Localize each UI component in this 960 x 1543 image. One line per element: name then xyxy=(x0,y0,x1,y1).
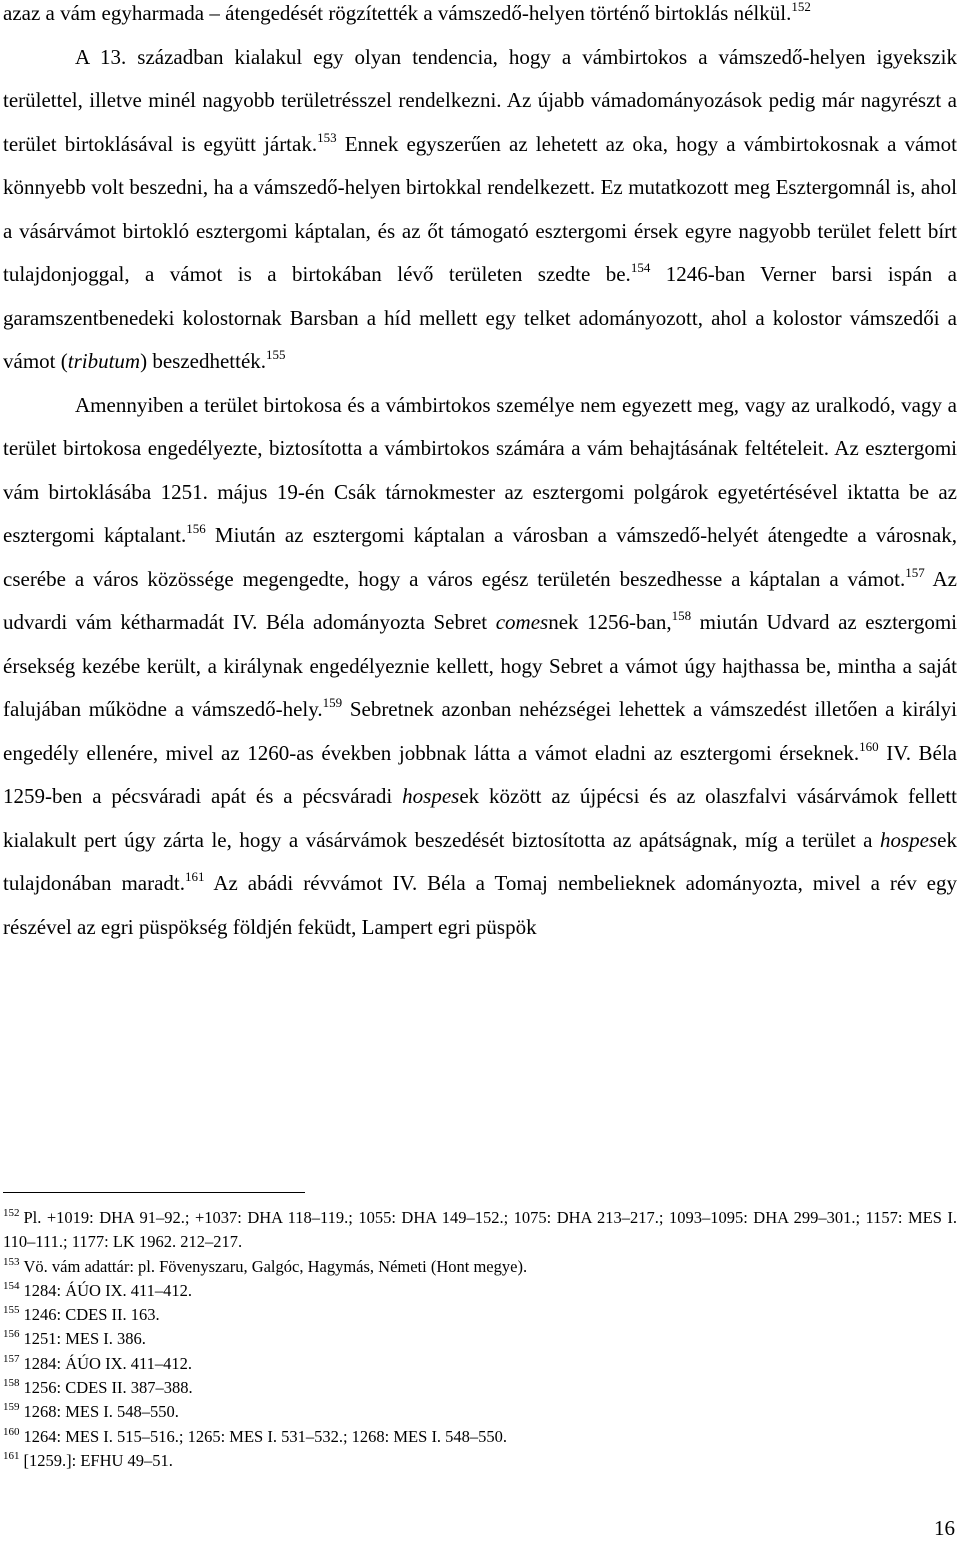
paragraph xyxy=(3,0,957,36)
footnote xyxy=(3,1303,957,1327)
footnote-reference: 154 xyxy=(630,260,651,275)
footnote xyxy=(3,1400,957,1424)
footnote-text: 1251: MES I. 386. xyxy=(23,1329,146,1349)
footnote-text: 1284: ÁÚO IX. 411–412. xyxy=(23,1280,193,1300)
italic-term: tributum xyxy=(67,349,141,373)
footnote-reference: 158 xyxy=(671,608,692,623)
paragraph xyxy=(3,36,957,384)
footnote-number: 159 xyxy=(3,1401,20,1414)
body-text xyxy=(3,0,957,949)
footnote-reference: 155 xyxy=(266,347,286,362)
footnote-text: 1256: CDES II. 387–388. xyxy=(23,1378,193,1398)
footnote-text: 1264: MES I. 515–516.; 1265: MES I. 531–532.; 1268: MES I. 548–550. xyxy=(23,1426,508,1446)
paragraph xyxy=(3,384,957,950)
footnote xyxy=(3,1449,957,1473)
footnote xyxy=(3,1425,957,1449)
text-run: Az udvardi vám kétharmadát IV. Béla adományozta Sebret xyxy=(3,566,957,634)
text-run: Amennyiben a terület birtokosa és a vámbirtokos személye nem egyezett meg, vagy az uralkodó, vagy a terület birtokosa engedélyezte, biztosította a vámbirtokos számára a vám behajtásának feltételeit. Az esztergomi vám birtoklásába 1251. május 19-én Csák tárnokmester az esztergomi polgárok egyetértésével iktatta be az esztergomi káptalant. xyxy=(3,392,957,547)
footnote-reference: 153 xyxy=(317,129,337,145)
text-run: Miután az esztergomi káptalan a városban a vámszedő-helyét átengedte a városnak, cserébe a város közössége megengedte, hogy a város egész területén beszedhesse a káptalan a vámot. xyxy=(3,523,957,591)
footnote-text: 1284: ÁÚO IX. 411–412. xyxy=(23,1353,193,1373)
footnote-text: 1246: CDES II. 163. xyxy=(23,1305,160,1325)
text-run: IV. Béla 1259-ben a pécsváradi apát és a pécsváradi xyxy=(3,740,958,808)
text-run: Az abádi révvámot IV. Béla a Tomaj nembelieknek adományozta, mivel a rév egy részével az egri püspökség földjén feküdt, Lampert egri püspök xyxy=(3,871,957,939)
footnote-reference: 156 xyxy=(186,521,206,536)
footnote xyxy=(3,1206,957,1255)
footnote-reference: 160 xyxy=(859,738,879,754)
text-run: 1246-ban Verner barsi ispán a garamszentbenedeki kolostornak Barsban a híd mellett egy telket adományozott, ahol a kolostor vámszedői a vámot ( xyxy=(3,262,957,373)
italic-term: comes xyxy=(495,610,549,634)
footnote-number: 154 xyxy=(3,1279,20,1292)
footnote-number: 152 xyxy=(3,1207,20,1219)
footnotes xyxy=(3,1206,957,1473)
footnote-number: 156 xyxy=(3,1328,20,1341)
text-run: ek tulajdonában maradt. xyxy=(3,827,957,895)
footnote xyxy=(3,1327,957,1351)
footnote-reference: 157 xyxy=(905,564,925,580)
text-run: Ennek egyszerűen az lehetett az oka, hogy a vámbirtokosnak a vámot könnyebb volt beszedni, ha a vámszedő-helyen birtokkal rendelkezett. Ez mutatkozott meg Esztergomnál is, ahol a vásárvámot birtokló esztergomi káptalan, és az őt támogató esztergomi érsek egyre nagyobb terület felett bírt tulajdonjoggal, a vámot is a birtokában lévő területen szedte be. xyxy=(3,131,957,286)
footnote xyxy=(3,1352,957,1376)
footnote-number: 153 xyxy=(3,1255,20,1268)
footnote-separator xyxy=(3,1192,305,1193)
text-run: Sebretnek azonban nehézségei lehettek a vámszedést illetően a királyi engedély ellenére, mivel az 1260-as években jobbnak látta a vámot eladni az esztergomi érseknek. xyxy=(3,697,957,765)
text-run: ) beszedhették. xyxy=(140,349,267,373)
italic-term: hospes xyxy=(880,827,938,852)
text-run: miután Udvard az esztergomi érsekség kezébe került, a királynak engedélyeznie kellett, hogy Sebret a vámot úgy hajthassa be, mintha a saját falujában működne a vámszedő-hely. xyxy=(3,610,958,721)
italic-term: hospes xyxy=(402,784,460,808)
footnote xyxy=(3,1376,957,1400)
footnote-reference: 161 xyxy=(185,869,205,884)
text-run: A 13. században kialakul egy olyan tendencia, hogy a vámbirtokos a vámszedő-helyen igyekszik területtel, illetve minél nagyobb területrésszel rendelkezni. Az újabb vámadományozások pedig már nagyrészt a terület birtoklásával is együtt jártak. xyxy=(3,44,957,156)
page-number: 16 xyxy=(934,1516,955,1540)
text-run: azaz a vám egyharmada – átengedését rögzítették a vámszedő-helyen történő birtoklás nélkül. xyxy=(3,1,792,25)
footnote xyxy=(3,1279,957,1303)
footnote-number: 157 xyxy=(3,1352,20,1365)
footnote-text: Vö. vám adattár: pl. Fövenyszaru, Galgóc, Hagymás, Németi (Hont megye). xyxy=(23,1256,528,1276)
footnote-number: 160 xyxy=(3,1425,20,1438)
footnote-reference: 152 xyxy=(791,0,811,14)
footnote-number: 155 xyxy=(3,1304,20,1317)
footnote xyxy=(3,1255,957,1279)
text-run: ek között az újpécsi és az olaszfalvi vásárvámok fellett kialakult pert úgy zárta le, hogy a vásárvámok beszedését biztosította az apátságnak, míg a terület a xyxy=(3,784,957,852)
footnote-number: 161 xyxy=(3,1449,20,1462)
footnote-number: 158 xyxy=(3,1377,20,1390)
footnote-text: [1259.]: EFHU 49–51. xyxy=(23,1450,173,1470)
footnote-text: 1268: MES I. 548–550. xyxy=(23,1402,179,1422)
footnote-text: Pl. +1019: DHA 91–92.; +1037: DHA 118–119.; 1055: DHA 149–152.; 1075: DHA 213–217.; 1093–1095: DHA 299–301.; 1157: MES I. 110–111.; 1177: LK 1962. 212–217. xyxy=(3,1208,957,1252)
text-run: nek 1256-ban, xyxy=(548,610,672,634)
footnote-reference: 159 xyxy=(322,695,343,710)
